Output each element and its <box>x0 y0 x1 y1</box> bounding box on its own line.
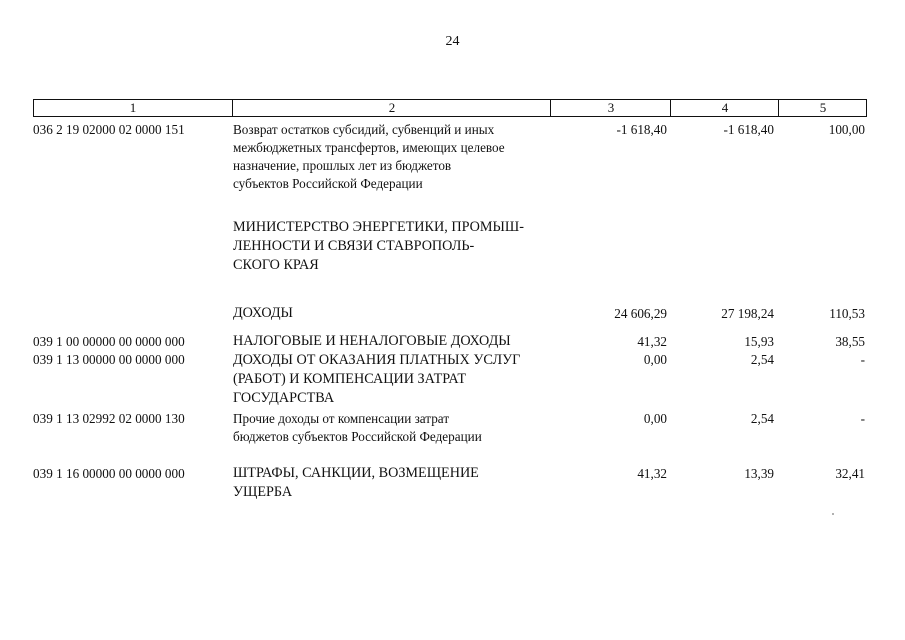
row-value-col5: 100,00 <box>828 122 865 137</box>
row-name-line: субъектов Российской Федерации <box>233 176 423 191</box>
row-value-col4: 2,54 <box>750 411 774 426</box>
row-name-line: ГОСУДАРСТВА <box>233 390 335 406</box>
row-code: 039 1 16 00000 00 0000 000 <box>33 466 185 481</box>
row-value-col4: -1 618,40 <box>723 122 774 137</box>
row-name-line: Возврат остатков субсидий, субвенций и иных <box>233 122 495 137</box>
header-col-1: 1 <box>129 100 137 115</box>
row-value-col3: 24 606,29 <box>614 306 667 321</box>
ministry-heading-line: МИНИСТЕРСТВО ЭНЕРГЕТИКИ, ПРОМЫШ- <box>233 219 524 235</box>
row-name-line: межбюджетных трансфертов, имеющих целевое <box>233 140 505 155</box>
scan-speck <box>832 513 834 515</box>
header-col-2: 2 <box>232 100 551 116</box>
row-value-col3: 0,00 <box>643 352 667 367</box>
table-header <box>33 99 867 117</box>
header-col-3: 3 <box>550 100 671 116</box>
row-name-line: (РАБОТ) И КОМПЕНСАЦИИ ЗАТРАТ <box>233 371 466 387</box>
header-col-5: 5 <box>778 100 867 116</box>
row-value-col3: 0,00 <box>643 411 667 426</box>
row-value-col5: 38,55 <box>835 334 865 349</box>
row-name-line: ШТРАФЫ, САНКЦИИ, ВОЗМЕЩЕНИЕ <box>233 465 479 481</box>
row-value-col4: 15,93 <box>744 334 774 349</box>
row-name-line: назначение, прошлых лет из бюджетов <box>233 158 452 173</box>
row-name-line: Прочие доходы от компенсации затрат <box>233 411 450 426</box>
row-code: 036 2 19 02000 02 0000 151 <box>33 122 185 137</box>
row-value-col3: 41,32 <box>637 466 667 481</box>
row-value-col4: 2,54 <box>750 352 774 367</box>
row-name-line: НАЛОГОВЫЕ И НЕНАЛОГОВЫЕ ДОХОДЫ <box>233 333 511 349</box>
row-value-col3: 41,32 <box>637 334 667 349</box>
row-code: 039 1 00 00000 00 0000 000 <box>33 334 185 349</box>
row-value-col5: 110,53 <box>829 306 865 321</box>
row-name-line: ДОХОДЫ ОТ ОКАЗАНИЯ ПЛАТНЫХ УСЛУГ <box>233 352 521 368</box>
row-value-col4: 13,39 <box>744 466 774 481</box>
page-number: 24 <box>445 34 460 49</box>
row-name-line: ДОХОДЫ <box>233 305 293 321</box>
header-col-4: 4 <box>670 100 779 116</box>
row-name-line: бюджетов субъектов Российской Федерации <box>233 429 482 444</box>
row-value-col4: 27 198,24 <box>721 306 774 321</box>
row-value-col5: - <box>860 352 865 367</box>
ministry-heading-line: ЛЕННОСТИ И СВЯЗИ СТАВРОПОЛЬ- <box>233 238 475 254</box>
row-value-col5: 32,41 <box>835 466 865 481</box>
row-code: 039 1 13 02992 02 0000 130 <box>33 411 185 426</box>
row-value-col5: - <box>860 411 865 426</box>
row-value-col3: -1 618,40 <box>616 122 667 137</box>
row-code: 039 1 13 00000 00 0000 000 <box>33 352 185 367</box>
ministry-heading-line: СКОГО КРАЯ <box>233 257 319 273</box>
row-name-line: УЩЕРБА <box>233 484 293 500</box>
